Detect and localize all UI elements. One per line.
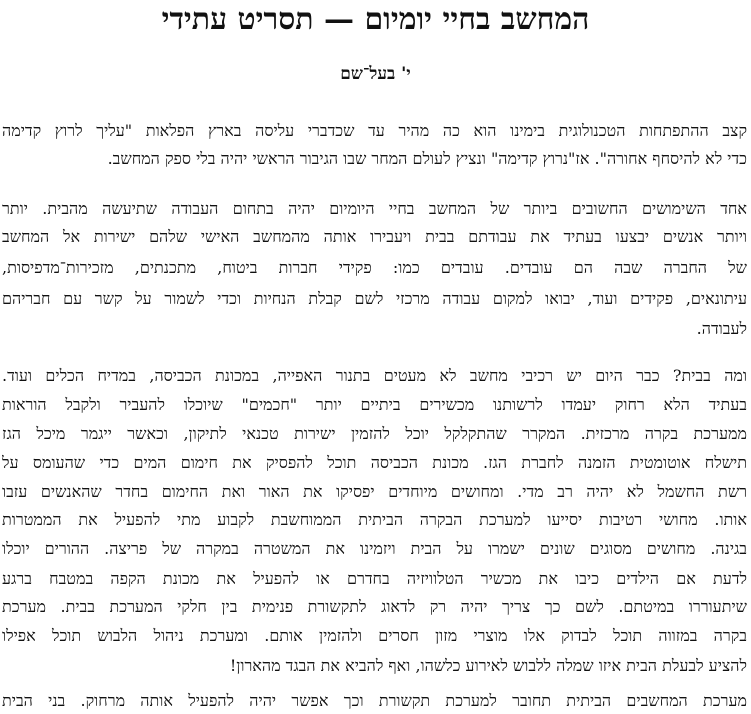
paragraph-3-line-9: שיתעוררו במיטתם. לשם כך צריך יהיה רק לדאוג לתקשורת פנימית בין חלקי המערכת בבית. מערכת (2, 597, 747, 616)
paragraph-2-line-2: ויותר אנשים יבצעו בעתיד את עבודתם בבית ויעבירו אותה מהמחשב האישי שלהם ישירות אל המחשב (2, 227, 747, 246)
author-byline: י' בעל־שם (340, 64, 411, 84)
paragraph-2-line-5: לעבודה. (696, 319, 747, 338)
paragraph-3-line-8: לדעת אם הילדים כיבו את מכשיר הטלוויזיה בחדרם או להפעיל את מכונת הקפה במטבח ברגע (2, 569, 747, 588)
paragraph-3-line-4: תישלח אוטומטית הזמנה לחברת הגז. מכונת הכביסה תוכל להפסיק את חימום המים כדי שהעומס על (2, 453, 747, 472)
paragraph-1-line-2: כדי לא להיסחף אחורה". אז"נרוץ קדימה" ונציץ לעולם המחר שבו הגיבור הראשי יהיה בלי ספק המחשב. (107, 149, 747, 168)
paragraph-3-line-2: בעתיד הלא רחוק יעמדו לרשותנו מכשירים ביתיים יותר "חכמים" שיוכלו להעביר ולקבל הוראות (2, 395, 747, 414)
paragraph-3-line-7: בגינה. מחושים מסוגים שונים ישמרו על הבית ויזמינו את המשטרה במקרה של פריצה. ההורים יוכלו (2, 539, 747, 558)
paragraph-2-line-4: עיתונאים, פקידים ועוד, יבואו למקום עבודה מרכזי לשם קבלת הנחיות וכדי לשמור על קשר עם חבריהם (2, 289, 747, 308)
article-title: המחשב בחיי יומיום — תסריט עתידי (161, 2, 590, 37)
paragraph-3-line-10: בקרה במזווה תוכל לבדוק אלו מוצרי מזון חסרים ולהזמין אותם. ומערכת ניהול הלבוש תוכל אפילו (2, 626, 747, 645)
paragraph-3-line-6: אותו. מחושי רטיבות יסייעו למערכת הבקרה הביתית הממוחשבת לקבוע מתי להפעיל את הממטרות (2, 510, 747, 529)
paragraph-3-line-11: להציע לבעלת הבית איזו שמלה ללבוש לאירוע כלשהו, ואף להביא את הבגד מהארון! (229, 656, 747, 675)
paragraph-1-line-1: קצב ההתפתחות הטכנולוגית בימינו הוא כה מהיר עד שכדברי עליסה בארץ הפלאות "עליך לרוץ קדימה (2, 121, 747, 140)
paragraph-2-line-1: אחד השימושים החשובים ביותר של המחשב בחיי היומיום יהיה בתחום העבודה שתיעשה מהבית. יותר (2, 199, 747, 218)
paragraph-3-line-3: ממערכת בקרה מרכזית. המקרר שהתקלקל יוכל להזמין ישירות טכנאי לתיקון, וכאשר ייגמר מיכל הגז (2, 424, 747, 443)
paragraph-4-line-1: מערכת המחשבים הביתית תחובר למערכת תקשורת וכך אפשר יהיה להפעיל אותה מרחוק. בני הבית (2, 691, 747, 710)
paragraph-2-line-3: של החברה שבה הם עובדים. עובדים כמו: פקידי חברות ביטוח, מתכנתים, מזכירות־מדפיסות, (2, 258, 747, 277)
paragraph-3-line-5: רשת החשמל לא יהיה רב מדי. ומחושים מיוחדים יפסיקו את האור ואת החימום בחדר שהאנשים עזבו (2, 482, 747, 501)
paragraph-3-line-1: ומה בבית? כבר היום יש רכיבי מחשב לא מעטים בתנור האפייה, במכונת הכביסה, במדיח הכלים ועוד. (2, 366, 747, 385)
